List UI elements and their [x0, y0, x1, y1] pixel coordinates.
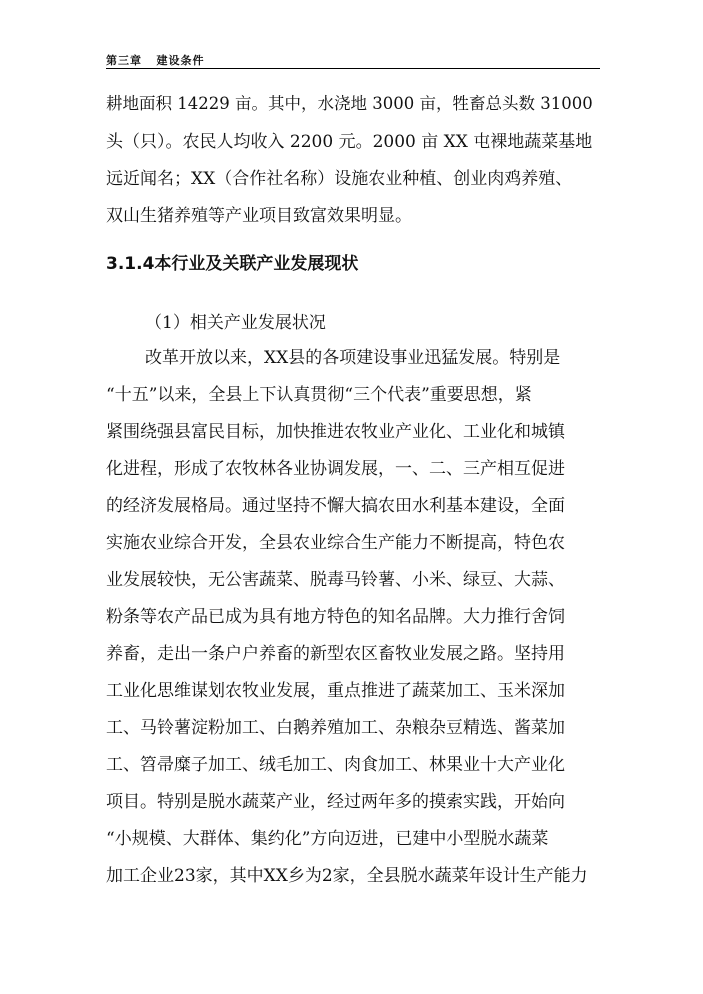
body-line: 工业化思维谋划农牧业发展，重点推进了蔬菜加工、玉米深加 [106, 681, 565, 701]
header-chapter: 第三章 [106, 54, 142, 67]
body-line: 紧围绕强县富民目标，加快推进农牧业产业化、工业化和城镇 [106, 422, 565, 442]
body-line: “十五”以来，全县上下认真贯彻“三个代表”重要思想，紧 [106, 385, 532, 405]
intro-line: 耕地面积 14229 亩。其中，水浇地 3000 亩，牲畜总头数 31000 [106, 94, 593, 113]
section-subheading: （1）相关产业发展状况 [145, 313, 326, 333]
intro-line: 双山生猪养殖等产业项目致富效果明显。 [106, 206, 412, 226]
section-heading: 3.1.4本行业及关联产业发展现状 [106, 254, 359, 274]
page-header [106, 50, 600, 69]
body-line: 粉条等农产品已成为具有地方特色的知名品牌。大力推行舍饲 [106, 607, 565, 627]
intro-line: 头（只）。农民人均收入 2200 元。2000 亩 XX 屯裸地蔬菜基地 [106, 132, 593, 152]
body-line: 业发展较快，无公害蔬菜、脱毒马铃薯、小米、绿豆、大蒜、 [106, 570, 565, 590]
header-text [106, 52, 205, 68]
body-line: 加工企业23家，其中XX乡为2家，全县脱水蔬菜年设计生产能力 [106, 866, 588, 886]
body-line: 实施农业综合开发，全县农业综合生产能力不断提高，特色农 [106, 533, 565, 553]
body-line: 化进程，形成了农牧林各业协调发展，一、二、三产相互促进 [106, 459, 565, 479]
body-line: 改革开放以来，XX县的各项建设事业迅猛发展。特别是 [145, 348, 561, 368]
body-line: 项目。特别是脱水蔬菜产业，经过两年多的摸索实践，开始向 [106, 792, 565, 812]
header-title: 建设条件 [156, 54, 205, 67]
body-line: 工、马铃薯淀粉加工、白鹅养殖加工、杂粮杂豆精选、酱菜加 [106, 718, 565, 738]
body-line: 养畜，走出一条户户养畜的新型农区畜牧业发展之路。坚持用 [106, 644, 565, 664]
body-line: 工、笤帚糜子加工、绒毛加工、肉食加工、林果业十大产业化 [106, 755, 565, 775]
body-line: 的经济发展格局。通过坚持不懈大搞农田水利基本建设，全面 [106, 496, 565, 516]
intro-line: 远近闻名；XX（合作社名称）设施农业种植、创业肉鸡养殖、 [106, 169, 573, 189]
body-line: “小规模、大群体、集约化”方向迈进，已建中小型脱水蔬菜 [106, 829, 549, 849]
